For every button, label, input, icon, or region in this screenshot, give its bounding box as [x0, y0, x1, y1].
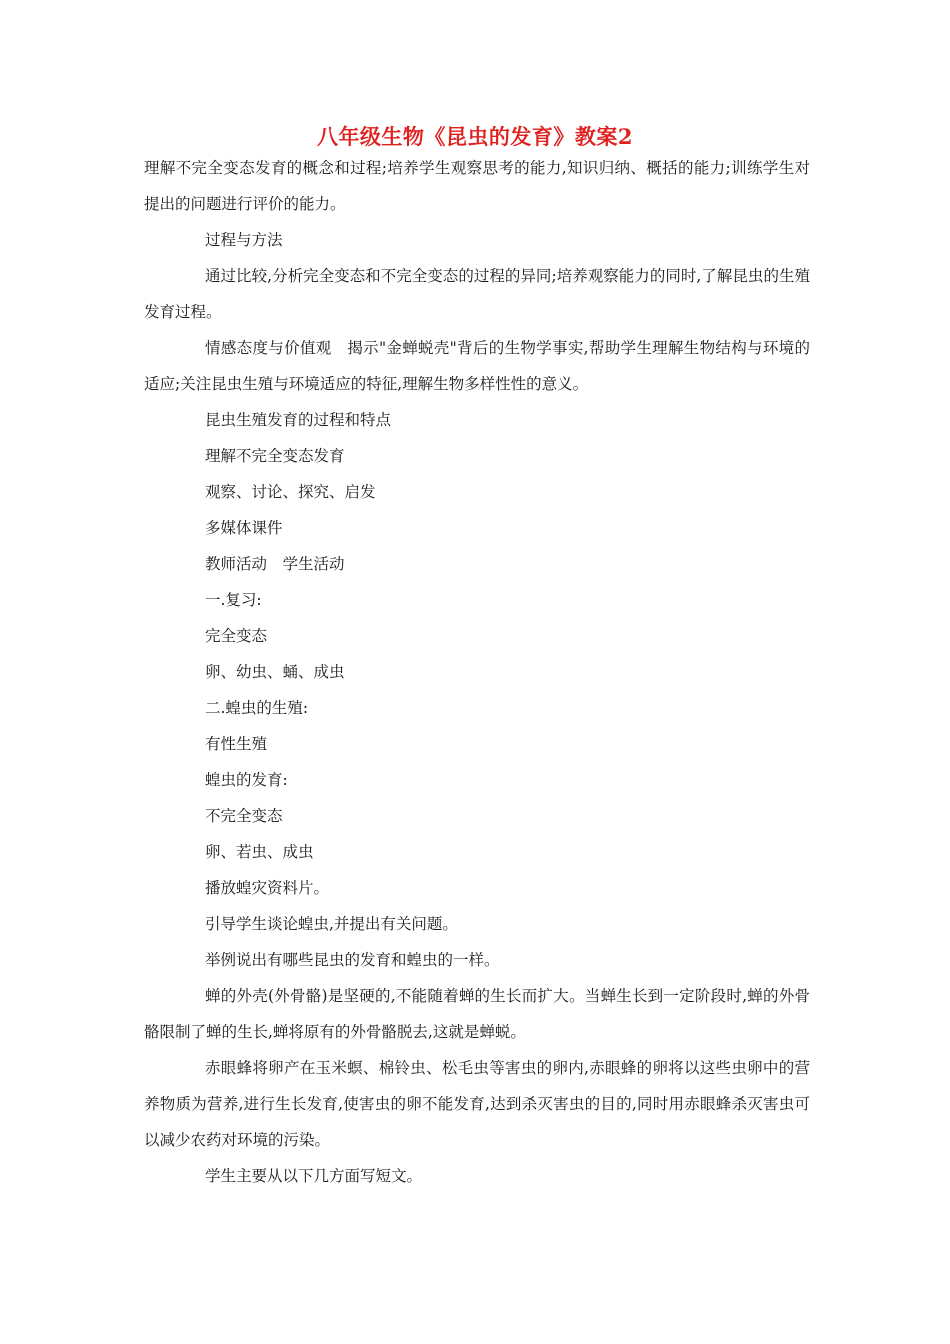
paragraph: 理解不完全变态发育的概念和过程;培养学生观察思考的能力,知识归纳、概括的能力;训练学生对提出的问题进行评价的能力。 [144, 159, 810, 213]
paragraph: 二.蝗虫的生殖: [205, 699, 309, 717]
paragraph: 昆虫生殖发育的过程和特点 [205, 411, 392, 429]
paragraph: 卵、幼虫、蛹、成虫 [205, 663, 345, 681]
paragraph: 播放蝗灾资料片。 [205, 879, 330, 897]
paragraph: 教师活动 学生活动 [205, 555, 345, 573]
paragraph: 情感态度与价值观 揭示"金蝉蜕壳"背后的生物学事实,帮助学生理解生物结构与环境的适应;关注昆虫生殖与环境适应的特征,理解生物多样性性的意义。 [144, 339, 810, 393]
document-body [144, 150, 810, 1194]
paragraph: 蝗虫的发育: [205, 771, 288, 789]
paragraph: 理解不完全变态发育 [205, 447, 345, 465]
paragraph: 完全变态 [205, 627, 268, 645]
paragraph: 学生主要从以下几方面写短文。 [205, 1167, 423, 1185]
paragraph: 过程与方法 [205, 231, 283, 249]
paragraph: 观察、讨论、探究、启发 [205, 483, 376, 501]
document-title: 八年级生物《昆虫的发育》教案2 [316, 124, 634, 149]
paragraph: 不完全变态 [205, 807, 283, 825]
paragraph: 一.复习: [205, 591, 262, 609]
paragraph: 举例说出有哪些昆虫的发育和蝗虫的一样。 [205, 951, 500, 969]
paragraph: 赤眼蜂将卵产在玉米螟、棉铃虫、松毛虫等害虫的卵内,赤眼蜂的卵将以这些虫卵中的营养物质为营养,进行生长发育,使害虫的卵不能发育,达到杀灭害虫的目的,同时用赤眼蜂杀灭害虫可以减少农药对环境的污染。 [144, 1059, 810, 1149]
paragraph: 通过比较,分析完全变态和不完全变态的过程的异同;培养观察能力的同时,了解昆虫的生殖发育过程。 [144, 267, 810, 321]
paragraph: 卵、若虫、成虫 [205, 843, 314, 861]
paragraph: 蝉的外壳(外骨骼)是坚硬的,不能随着蝉的生长而扩大。当蝉生长到一定阶段时,蝉的外骨骼限制了蝉的生长,蝉将原有的外骨骼脱去,这就是蝉蜕。 [144, 987, 810, 1041]
paragraph: 引导学生谈论蝗虫,并提出有关问题。 [205, 915, 458, 933]
paragraph: 有性生殖 [205, 735, 268, 753]
paragraph: 多媒体课件 [205, 519, 283, 537]
